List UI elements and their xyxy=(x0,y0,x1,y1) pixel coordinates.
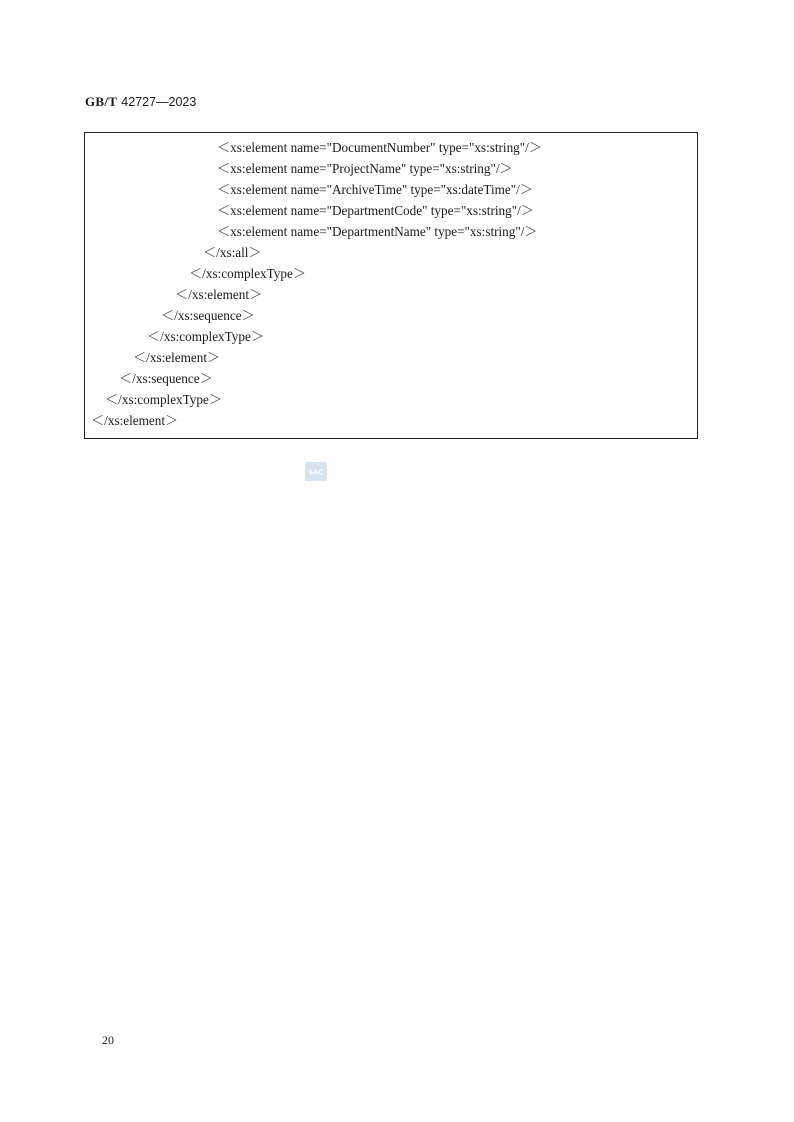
standard-prefix: GB/T xyxy=(85,94,118,109)
code-line: ＜/xs:complexType＞ xyxy=(189,266,307,281)
code-listing-box xyxy=(84,132,698,439)
code-line: ＜xs:element name="ArchiveTime" type="xs:dateTime"/＞ xyxy=(217,182,533,197)
code-line: ＜/xs:sequence＞ xyxy=(161,308,255,323)
watermark-text: SAC xyxy=(308,469,324,477)
code-line: ＜/xs:complexType＞ xyxy=(105,392,223,407)
code-line: ＜xs:element name="DepartmentCode" type="xs:string"/＞ xyxy=(217,203,534,218)
code-line: ＜/xs:complexType＞ xyxy=(147,329,265,344)
standard-number: 42727—2023 xyxy=(121,95,197,109)
code-line: ＜/xs:element＞ xyxy=(175,287,263,302)
code-line: ＜/xs:element＞ xyxy=(91,413,179,428)
code-line: ＜xs:element name="DocumentNumber" type="xs:string"/＞ xyxy=(217,140,543,155)
code-line: ＜/xs:all＞ xyxy=(203,245,262,260)
document-header xyxy=(85,94,196,110)
code-line: ＜xs:element name="DepartmentName" type="xs:string"/＞ xyxy=(217,224,538,239)
code-line: ＜/xs:sequence＞ xyxy=(119,371,213,386)
code-line: ＜xs:element name="ProjectName" type="xs:string"/＞ xyxy=(217,161,513,176)
sac-watermark-logo xyxy=(305,462,327,481)
page-number: 20 xyxy=(102,1033,114,1047)
code-line: ＜/xs:element＞ xyxy=(133,350,221,365)
